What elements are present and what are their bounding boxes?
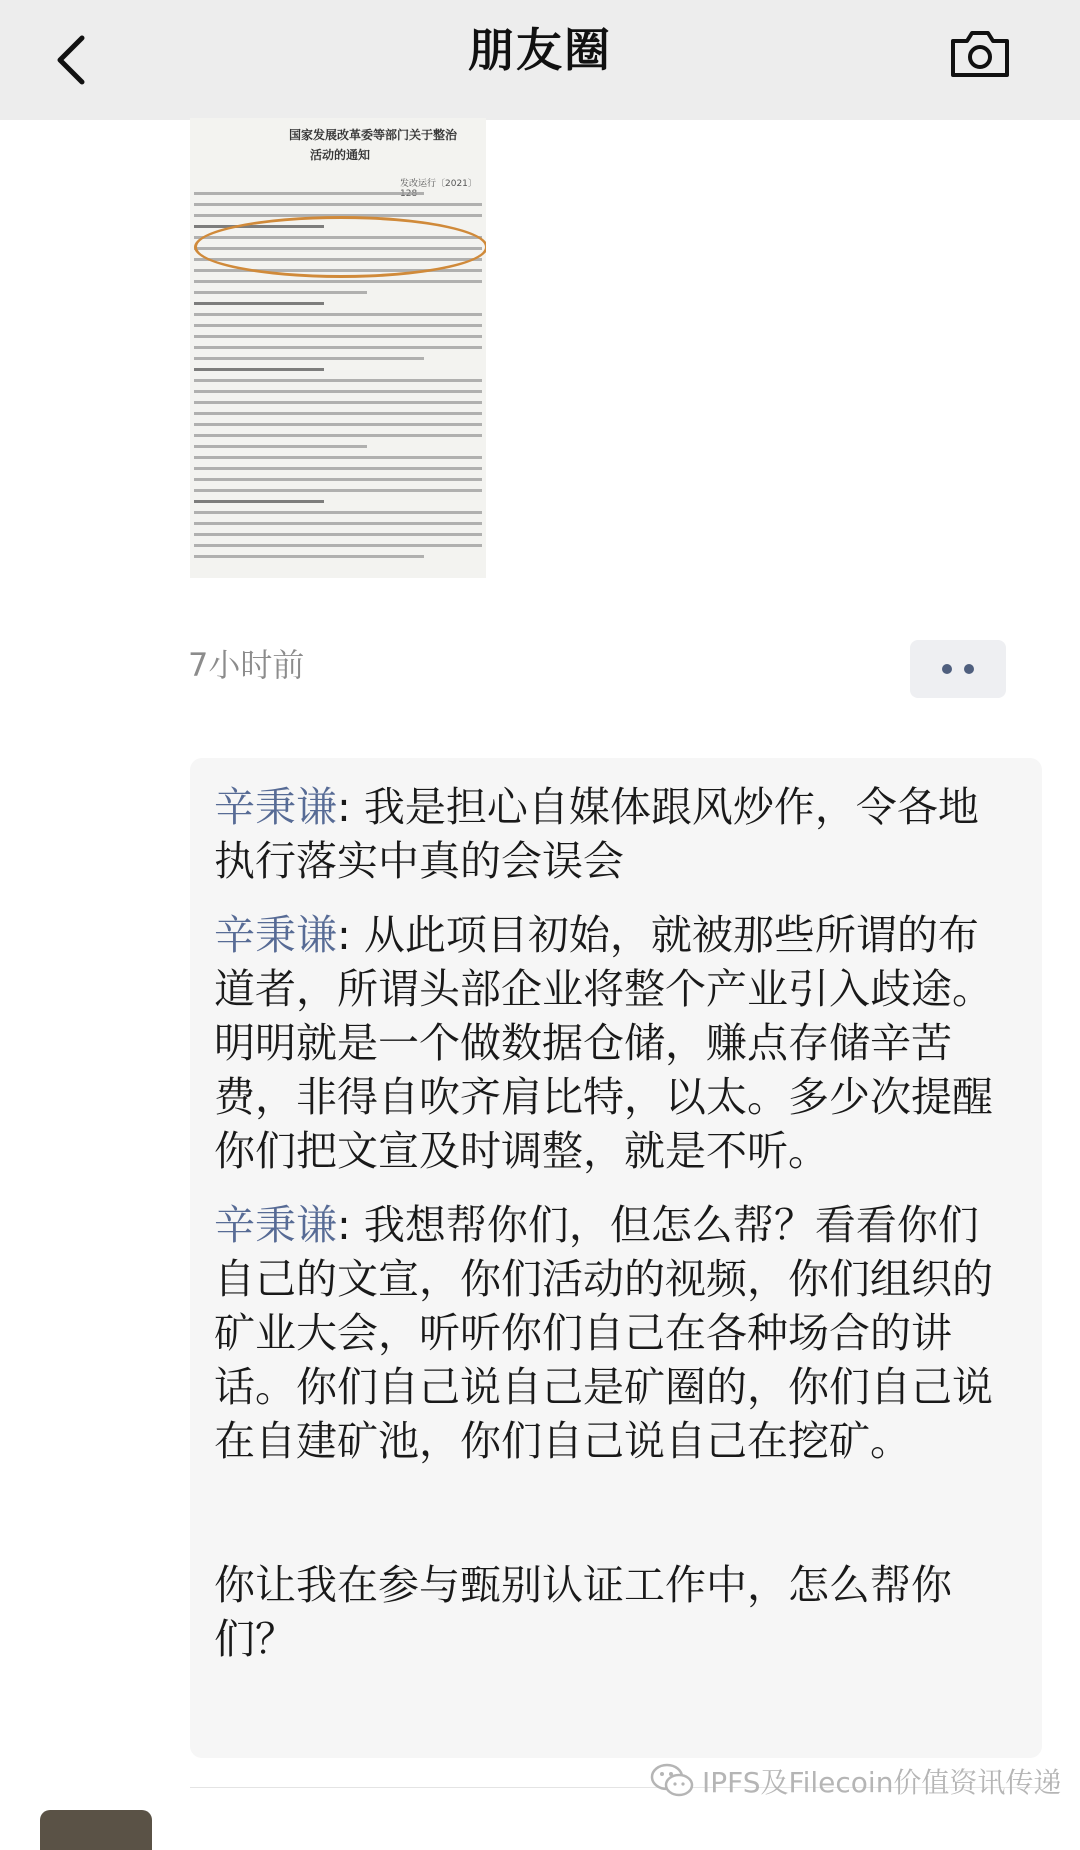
watermark-text: IPFS及Filecoin价值资讯传递 — [702, 1766, 1062, 1799]
comment-item: 辛秉谦: 我是担心自媒体跟风炒作，令各地执行落实中真的会误会 — [214, 783, 979, 885]
comment-author[interactable]: 辛秉谦 — [214, 783, 337, 831]
highlight-circle — [194, 216, 486, 278]
comment-text: 我是担心自媒体跟风炒作，令各地执行落实中真的会误会 — [214, 783, 979, 885]
comment-author[interactable]: 辛秉谦 — [214, 911, 337, 959]
top-nav-bar — [0, 0, 1080, 120]
page-title: 朋友圈 — [468, 23, 612, 77]
comments-panel — [190, 758, 1042, 1758]
wechat-icon — [650, 1763, 694, 1799]
comment-continuation: 你让我在参与甄别认证工作中，怎么帮你们？ — [214, 1561, 952, 1663]
comment-author[interactable]: 辛秉谦 — [214, 1201, 337, 1249]
avatar[interactable] — [40, 1810, 152, 1850]
document-subtitle: 活动的通知 — [310, 148, 371, 162]
camera-button[interactable] — [930, 14, 1030, 94]
document-number: 发改运行〔2021〕 — [400, 179, 477, 189]
more-dots-icon — [942, 664, 952, 674]
comment-text: 我想帮你们，但怎么帮？看看你们自己的文宣，你们活动的视频，你们组织的矿业大会，听听你们自己在各种场合的讲话。你们自己说自己是矿圈的，你们自己说在自建矿池，你们自己说自己在挖矿。 — [214, 1201, 993, 1465]
document-title: 国家发展改革委等部门关于整治 — [288, 128, 457, 142]
watermark — [650, 1758, 1061, 1804]
comment-item: 辛秉谦: 从此项目初始，就被那些所谓的布道者，所谓头部企业将整个产业引入歧途。明明就是一个做数据仓储，赚点存储辛苦费，非得自吹齐肩比特，以太。多少次提醒你们把文宣及时调整，就是不听。 — [214, 911, 993, 1175]
document-image-attachment[interactable] — [190, 118, 486, 578]
post-timestamp: 7小时前 — [188, 646, 305, 684]
comment-text: 从此项目初始，就被那些所谓的布道者，所谓头部企业将整个产业引入歧途。明明就是一个做数据仓储，赚点存储辛苦费，非得自吹齐肩比特，以太。多少次提醒你们把文宣及时调整，就是不听。 — [214, 911, 993, 1175]
camera-icon — [949, 29, 1011, 79]
comment-item: 辛秉谦: 我想帮你们，但怎么帮？看看你们自己的文宣，你们活动的视频，你们组织的矿业大会，听听你们自己在各种场合的讲话。你们自己说自己是矿圈的，你们自己说在自建矿池，你们自己说自己在挖矿。 你让我在参与甄别认证工作中，怎么帮你们？ — [214, 1198, 1018, 1666]
more-actions-button[interactable] — [910, 640, 1006, 698]
